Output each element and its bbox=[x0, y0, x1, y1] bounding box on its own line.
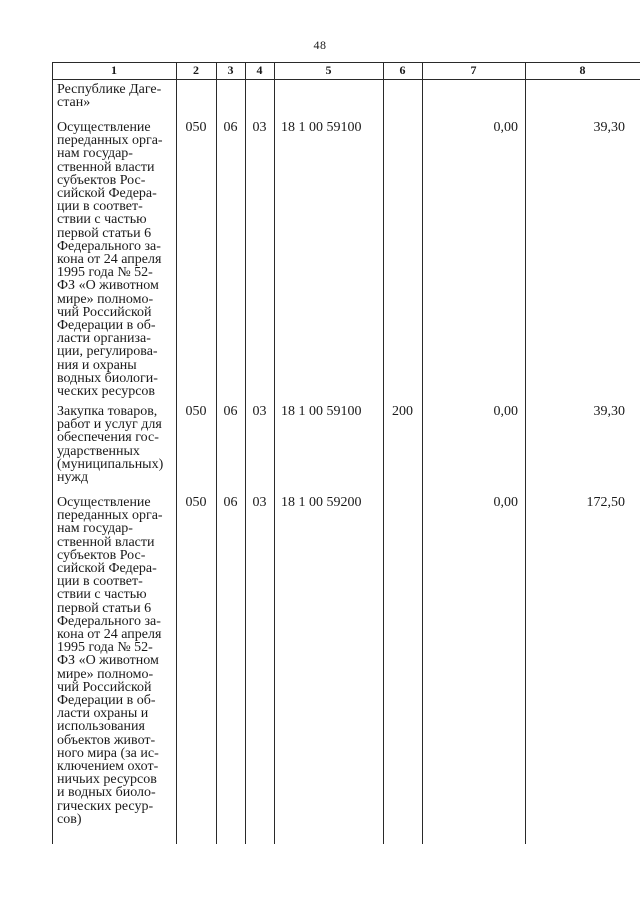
cell-amount-7: 0,00 bbox=[493, 120, 518, 135]
column-border bbox=[525, 62, 526, 844]
column-header-1: 1 bbox=[111, 63, 117, 77]
row-name: Осуществление переданных орга- нам государ- ственной власти субъектов Рос- сийской Федера- ции в соответ- ствии с частью первой статьи 6 Федерального за- кона от 24 апреля 1995 года № 52- ФЗ «О животном мире» полномо- чий Российской Федерации в об- ласти организа- ции, регулирова- ния и охраны водных биологи- ческих ресурсов bbox=[57, 120, 163, 400]
column-border bbox=[383, 62, 384, 844]
page-number: 48 bbox=[313, 38, 327, 52]
continued-row-name: Республике Даге- стан» bbox=[57, 82, 162, 111]
column-border bbox=[52, 62, 53, 844]
column-header-5: 5 bbox=[325, 63, 332, 77]
row-name: Закупка товаров, работ и услуг для обеспечения гос- ударственных (муниципальных) нужд bbox=[57, 404, 164, 486]
table-top-border bbox=[52, 62, 640, 63]
column-header-3: 3 bbox=[227, 63, 234, 77]
cell-section: 06 bbox=[223, 495, 238, 510]
row-name: Осуществление переданных орга- нам государ- ственной власти субъектов Рос- сийской Федера- ции в соответ- ствии с частью первой статьи 6 Федерального за- кона от 24 апреля 1995 года № 52- ФЗ «О животном мире» полномо- чий Российской Федерации в об- ласти охраны и использования объектов живот- ного мира (за ис- ключением охот- ничьих ресурсов и водных биоло- гических ресур- сов) bbox=[57, 495, 163, 827]
cell-amount-8: 39,30 bbox=[593, 404, 625, 419]
cell-target-article: 18 1 00 59200 bbox=[281, 495, 362, 510]
cell-section: 06 bbox=[223, 404, 238, 419]
cell-ministry-code: 050 bbox=[185, 495, 207, 510]
cell-subsection: 03 bbox=[252, 120, 267, 135]
cell-amount-8: 39,30 bbox=[593, 120, 625, 135]
column-header-2: 2 bbox=[193, 63, 199, 77]
cell-subsection: 03 bbox=[252, 495, 267, 510]
cell-ministry-code: 050 bbox=[185, 404, 207, 419]
cell-expense-type: 200 bbox=[392, 404, 413, 419]
cell-amount-7: 0,00 bbox=[493, 404, 518, 419]
column-border bbox=[422, 62, 423, 844]
column-header-6: 6 bbox=[399, 63, 406, 77]
cell-amount-7: 0,00 bbox=[493, 495, 518, 510]
column-border bbox=[216, 62, 217, 844]
column-header-8: 8 bbox=[579, 63, 586, 77]
header-bottom-border bbox=[52, 79, 640, 80]
cell-ministry-code: 050 bbox=[185, 120, 207, 135]
cell-target-article: 18 1 00 59100 bbox=[281, 120, 362, 135]
column-border bbox=[176, 62, 177, 844]
cell-amount-8: 172,50 bbox=[586, 495, 625, 510]
column-header-4: 4 bbox=[256, 63, 263, 77]
column-border bbox=[274, 62, 275, 844]
cell-section: 06 bbox=[223, 120, 238, 135]
column-header-7: 7 bbox=[470, 63, 477, 77]
cell-target-article: 18 1 00 59100 bbox=[281, 404, 362, 419]
cell-subsection: 03 bbox=[252, 404, 267, 419]
column-border bbox=[245, 62, 246, 844]
